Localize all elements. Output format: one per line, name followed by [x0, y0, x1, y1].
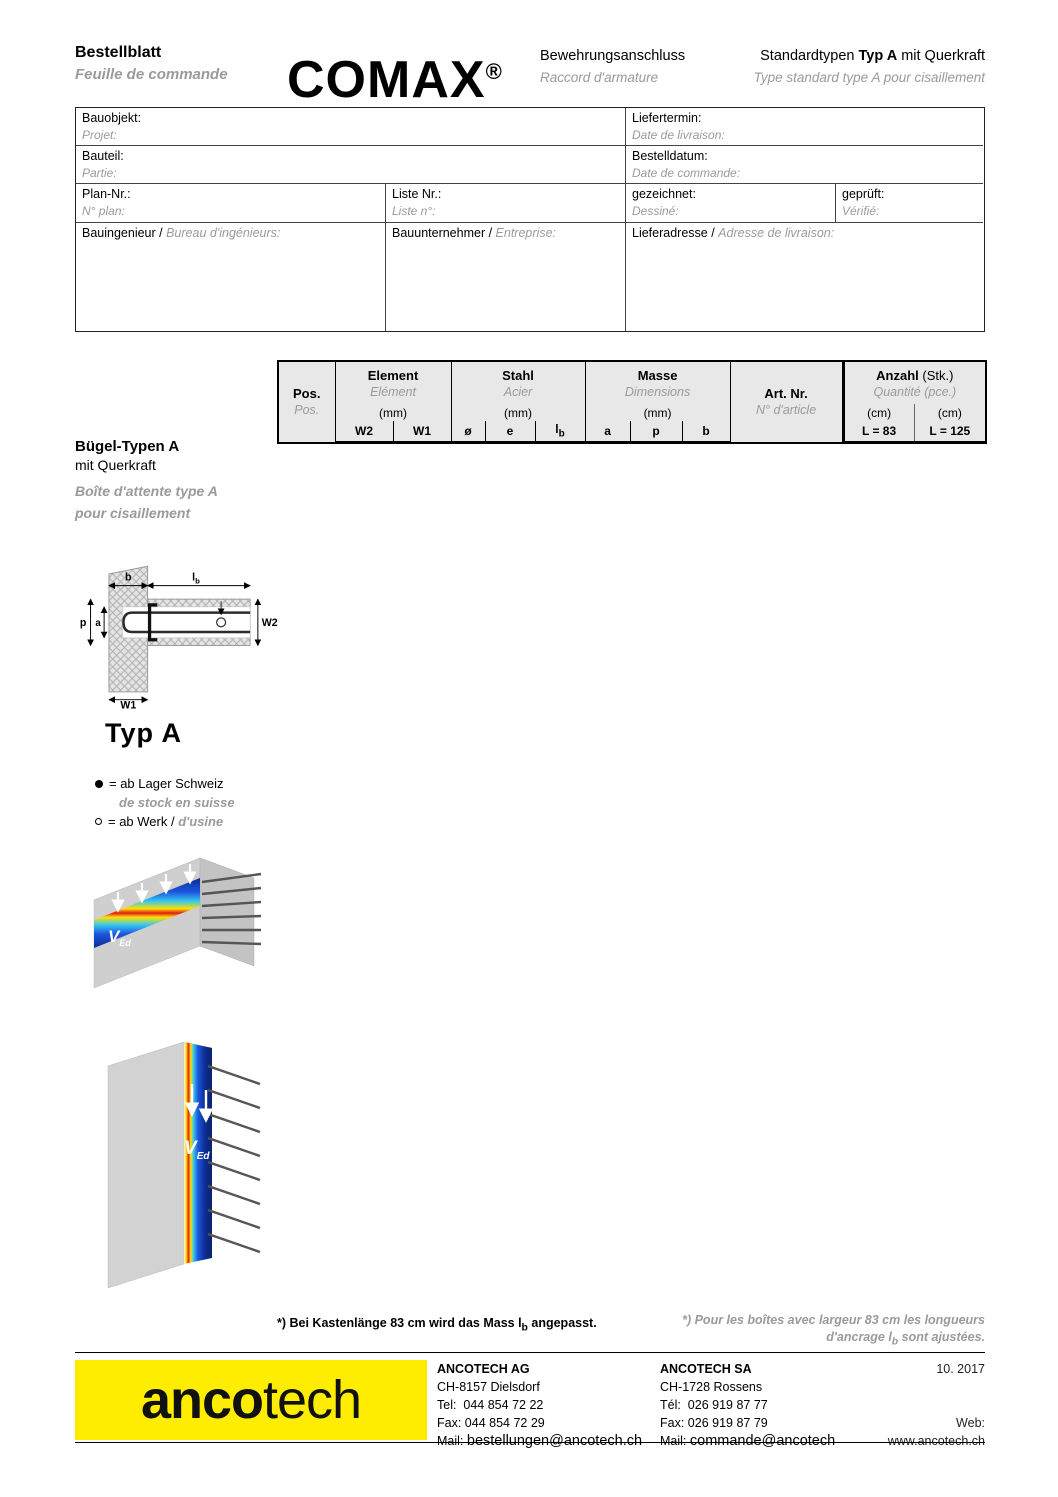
label-bauteil: Bauteil: — [82, 149, 124, 163]
dim-label-w1: W1 — [120, 699, 137, 712]
header-stahl: Stahl Acier — [451, 361, 585, 404]
header-l83: L = 83 — [843, 421, 914, 443]
header-element: Element Elément — [335, 361, 451, 404]
header-a: a — [585, 421, 630, 443]
dim-label-a: a — [95, 618, 101, 630]
label-bauobjekt-fr: Projet: — [82, 128, 117, 142]
sidebar-title-fr1: Boîte d'attente type A — [75, 483, 218, 499]
label-gezeichnet: gezeichnet: — [632, 187, 696, 201]
sidebar-title-de1: Bügel-Typen A — [75, 438, 180, 455]
rebar-rods — [208, 1066, 260, 1252]
footer-top-rule — [75, 1352, 985, 1353]
comax-logo — [287, 50, 503, 110]
registered-mark: ® — [485, 59, 503, 84]
type-title-de — [754, 48, 985, 64]
shear-stress-photo-wall — [82, 848, 262, 1018]
subtitle-fr: Raccord d'armature — [540, 70, 659, 85]
header-element-mm: (mm) — [335, 404, 451, 421]
legend-factory-row — [95, 814, 235, 829]
dim-label-lb: $l_b$ — [192, 571, 200, 586]
ancotech-wordmark: ancotech — [140, 1370, 362, 1430]
type-title-pre: Standardtypen — [760, 48, 859, 64]
header-masse-mm: (mm) — [585, 404, 730, 421]
legend-stock-row — [95, 776, 235, 791]
label-bestelldatum: Bestelldatum: — [632, 149, 708, 163]
company-name: ANCOTECH AG — [437, 1362, 530, 1376]
label-plan-nr: Plan-Nr.: — [82, 187, 131, 201]
header-l83-cm: (cm) — [843, 404, 914, 421]
order-table — [277, 360, 987, 444]
header-w2: W2 — [335, 421, 393, 443]
company-mail: Mail: bestellungen@ancotech.ch — [437, 1433, 643, 1449]
dim-label-p: p — [79, 617, 87, 630]
company-city: CH-8157 Dielsdorf — [437, 1380, 540, 1394]
company-mail: Mail: commande@ancotech — [660, 1433, 836, 1449]
website-link[interactable]: www.ancotech.ch — [887, 1434, 985, 1448]
subtitle-block — [540, 48, 685, 85]
label-geprueft-fr: Vérifié: — [842, 204, 880, 218]
field-bestelldatum[interactable] — [626, 146, 983, 184]
filled-dot-icon — [95, 780, 103, 788]
field-bauunternehmer[interactable] — [386, 223, 626, 331]
header-p: p — [630, 421, 682, 443]
shear-stress-photo-block — [86, 1026, 261, 1301]
address-ancotech-ag — [437, 1360, 652, 1450]
brand-text: COMAX — [287, 51, 486, 109]
header-masse: Masse Dimensions — [585, 361, 730, 404]
document-date: 10. 2017 — [936, 1362, 985, 1376]
field-bauteil[interactable] — [76, 146, 626, 184]
field-geprueft[interactable] — [836, 184, 983, 223]
page-title: Bestellblatt — [75, 44, 162, 61]
label-plan-nr-fr: N° plan: — [82, 204, 125, 218]
address-ancotech-sa — [660, 1360, 875, 1450]
company-city: CH-1728 Rossens — [660, 1380, 763, 1394]
label-geprueft: geprüft: — [842, 187, 885, 201]
field-plan-nr[interactable] — [76, 184, 386, 223]
field-gezeichnet[interactable] — [626, 184, 836, 223]
legend-stock-label-fr: de stock en suisse — [119, 795, 235, 810]
sidebar-heading — [75, 438, 265, 521]
header-art-nr: Art. Nr. N° d'article — [730, 361, 843, 443]
header-e: e — [485, 421, 535, 443]
label-bestelldatum-fr: Date de commande: — [632, 166, 741, 180]
legend-factory-label-fr: d'usine — [178, 814, 224, 829]
page-title-block — [75, 44, 228, 83]
footnote-fr-line2: d'ancrage $l_b$ sont ajustées. — [826, 1330, 985, 1348]
company-tel: Tel: 044 854 72 22 — [437, 1398, 544, 1412]
open-dot-icon — [95, 818, 102, 825]
type-title-fr: Type standard type A pour cisaillement — [753, 70, 985, 85]
label-bauteil-fr: Partie: — [82, 166, 117, 180]
field-liste-nr[interactable] — [386, 184, 626, 223]
header-diameter: ø — [451, 421, 485, 443]
header-lb: $l_b$ — [535, 421, 585, 443]
ved-label: $V_{Ed}$ — [108, 927, 131, 948]
subtitle-de: Bewehrungsanschluss — [540, 48, 686, 64]
header-l125: L = 125 — [914, 421, 986, 443]
order-form — [75, 107, 985, 332]
label-liste-nr-fr: Liste n°: — [392, 204, 436, 218]
field-bauobjekt[interactable] — [76, 108, 626, 146]
company-name: ANCOTECH SA — [660, 1362, 752, 1376]
ved-label: $V_{Ed}$ — [184, 1138, 210, 1162]
label-bauunternehmer: Bauunternehmer / Entreprise: — [392, 226, 556, 240]
label-lieferadresse: Lieferadresse / Adresse de livraison: — [632, 226, 835, 240]
label-liefertermin: Liefertermin: — [632, 111, 702, 125]
footer-right-block — [888, 1362, 985, 1448]
label-liste-nr: Liste Nr.: — [392, 187, 442, 201]
availability-legend — [95, 772, 235, 829]
legend-factory-label: = ab Werk / — [108, 814, 179, 829]
footer-bottom-rule — [75, 1442, 985, 1443]
company-fax: Fax: 026 919 87 79 — [660, 1416, 768, 1430]
web-label: Web: — [956, 1416, 985, 1430]
type-title-post: mit Querkraft — [897, 48, 985, 64]
footnote-fr — [682, 1312, 985, 1351]
field-lieferadresse[interactable] — [626, 223, 983, 331]
type-a-label: Typ A — [105, 718, 182, 748]
sidebar-title-de2: mit Querkraft — [75, 457, 156, 473]
header-b: b — [682, 421, 730, 443]
field-bauingenieur[interactable] — [76, 223, 386, 331]
header-w1: W1 — [393, 421, 451, 443]
ancotech-logo — [75, 1360, 427, 1440]
company-fax: Fax: 044 854 72 29 — [437, 1416, 545, 1430]
header-pos: Pos. Pos. — [278, 361, 335, 443]
order-table-header — [278, 361, 986, 443]
header-l125-cm: (cm) — [914, 404, 986, 421]
header-anzahl: Anzahl (Stk.) Quantité (pce.) — [843, 361, 986, 404]
page-title-fr: Feuille de commande — [75, 66, 228, 83]
label-bauobjekt: Bauobjekt: — [82, 111, 142, 125]
dim-label-b: b — [125, 571, 132, 584]
label-gezeichnet-fr: Dessiné: — [632, 204, 679, 218]
label-liefertermin-fr: Date de livraison: — [632, 128, 725, 142]
type-title-bold: Typ A — [858, 48, 898, 64]
label-bauingenieur: Bauingenieur / Bureau d'ingénieurs: — [82, 226, 281, 240]
footnote-de: *) Bei Kastenlänge 83 cm wird das Mass $l_b$ angepasst. — [277, 1316, 597, 1334]
legend-stock-label: = ab Lager Schweiz — [109, 776, 224, 791]
sidebar-title-fr2: pour cisaillement — [75, 505, 191, 521]
company-tel: Tél: 026 919 87 77 — [660, 1398, 768, 1412]
dim-label-w2: W2 — [261, 617, 278, 630]
email-link[interactable]: bestellungen@ancotech.ch — [466, 1433, 643, 1449]
header-stahl-mm: (mm) — [451, 404, 585, 421]
field-liefertermin[interactable] — [626, 108, 983, 146]
stirrup-diagram — [78, 552, 283, 717]
email-link[interactable]: commande@ancotech — [689, 1433, 836, 1449]
footnote-fr-line1: *) Pour les boîtes avec largeur 83 cm les longueurs — [682, 1313, 985, 1327]
type-title-block — [754, 48, 985, 85]
